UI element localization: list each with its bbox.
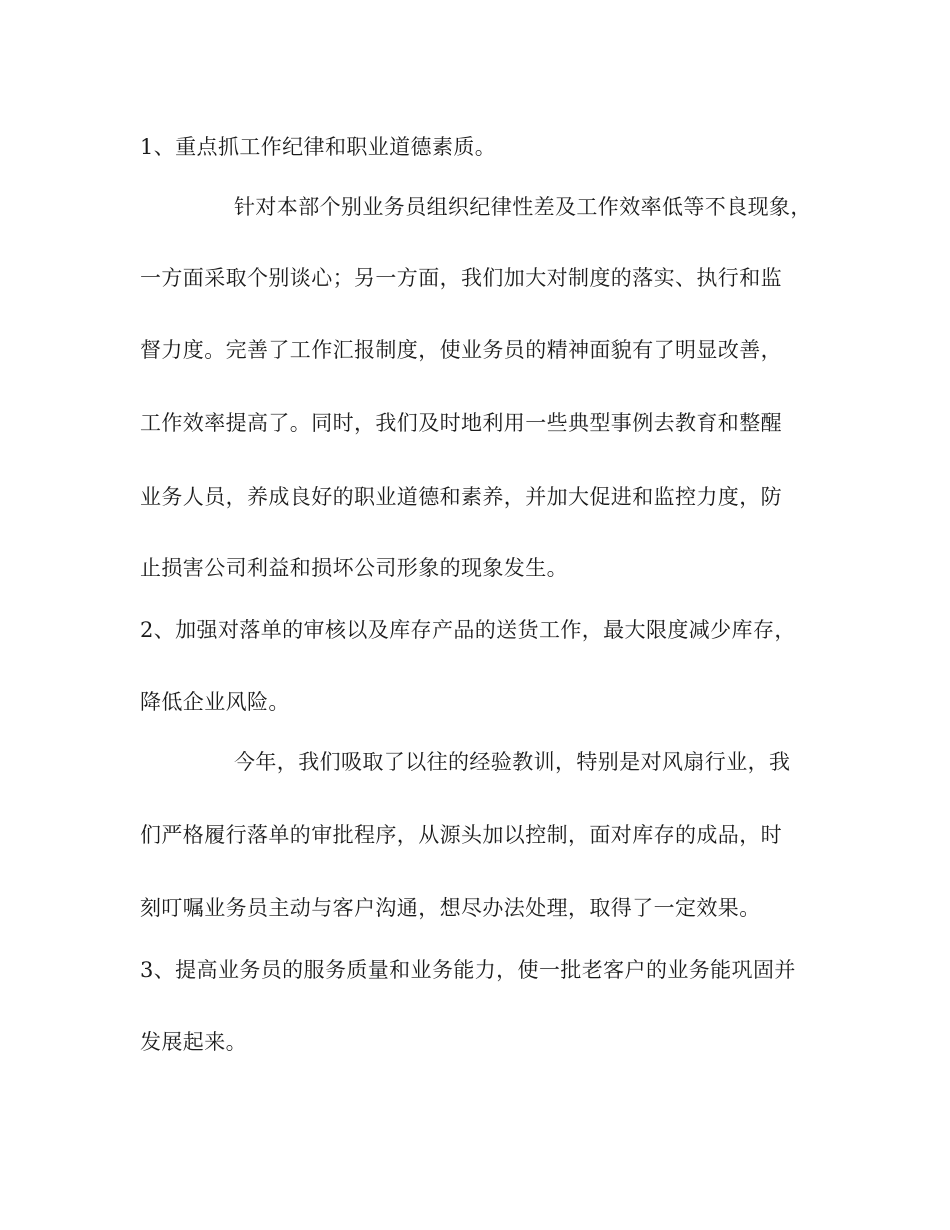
section-heading-2: 2、加强对落单的审核以及库存产品的送货工作，最大限度减少库存， [140,618,796,642]
paragraph-line: 今年，我们吸取了以往的经验教训，特别是对风扇行业，我 [234,750,791,774]
section-heading-3-continued: 发展起来。 [140,1030,247,1054]
section-heading-2-continued: 降低企业风险。 [140,690,290,714]
paragraph-line: 针对本部个别业务员组织纪律性差及工作效率低等不良现象， [234,195,812,219]
section-heading-1: 1、重点抓工作纪律和职业道德素质。 [140,135,497,159]
paragraph-line: 止损害公司利益和损坏公司形象的现象发生。 [140,556,568,580]
paragraph-line: 刻叮嘱业务员主动与客户沟通，想尽办法处理，取得了一定效果。 [140,896,761,920]
paragraph-line: 一方面采取个别谈心；另一方面，我们加大对制度的落实、执行和监 [140,266,782,290]
paragraph-line: 业务人员，养成良好的职业道德和素养，并加大促进和监控力度，防 [140,485,782,509]
section-heading-3: 3、提高业务员的服务质量和业务能力，使一批老客户的业务能巩固并 [140,958,796,982]
paragraph-line: 工作效率提高了。同时，我们及时地利用一些典型事例去教育和整醒 [140,411,782,435]
paragraph-line: 们严格履行落单的审批程序，从源头加以控制，面对库存的成品，时 [140,823,782,847]
paragraph-line: 督力度。完善了工作汇报制度，使业务员的精神面貌有了明显改善， [140,338,782,362]
